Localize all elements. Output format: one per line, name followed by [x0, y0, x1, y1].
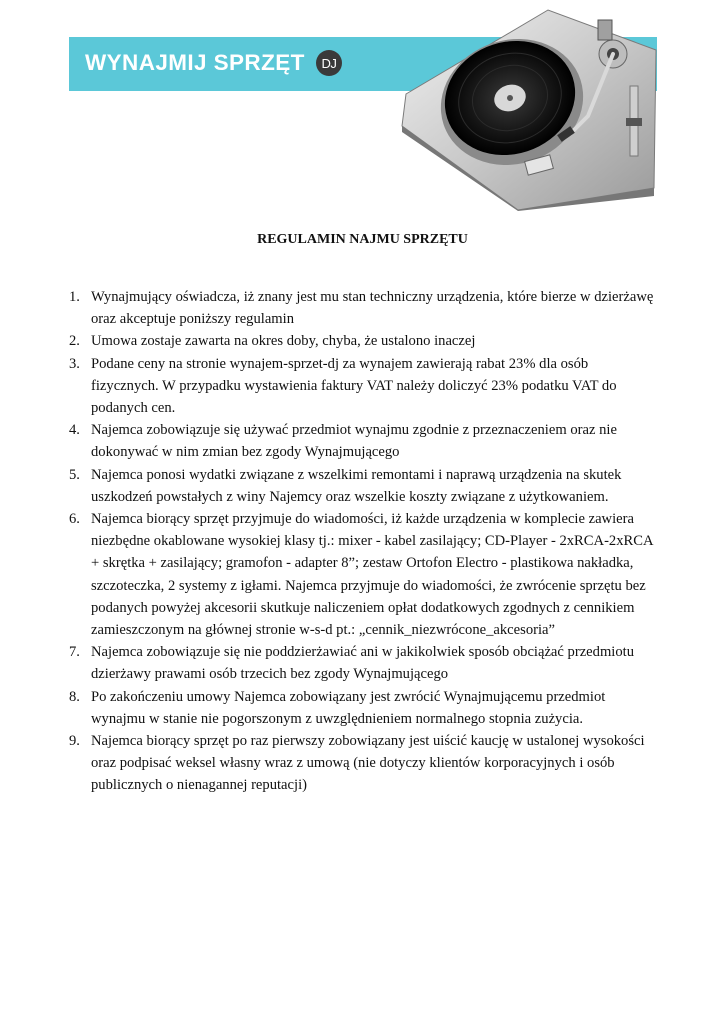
rule-number: 2. — [69, 333, 80, 350]
rule-text: Najemca biorący sprzęt po raz pierwszy zobowiązany jest uiścić kaucję w ustalonej wysokości oraz podpisać weksel własny wraz z umową (nie dotyczy klientów korporacyjnych i osób publicznych o nienagannej reputacji) — [91, 733, 645, 794]
rule-number: 4. — [69, 422, 80, 439]
rule-text: Najemca zobowiązuje się nie poddzierżawiać ani w jakikolwiek sposób obciążać przedmiotu dzierżawy prawami osób trzecich bez zgody Wynajmującego — [91, 644, 634, 683]
rule-number: 7. — [69, 644, 80, 661]
rule-number: 5. — [69, 466, 80, 483]
logo-badge: DJ — [316, 50, 342, 76]
rule-text: Umowa zostaje zawarta na okres doby, chyba, że ustalono inaczej — [91, 333, 476, 350]
rule-number: 1. — [69, 289, 80, 305]
rule-number: 9. — [69, 733, 80, 750]
rules-list — [69, 286, 659, 797]
rule-text: Podane ceny na stronie wynajem-sprzet-dj za wynajem zawierają rabat 23% dla osób fizycznych. W przypadku wystawienia faktury VAT należy doliczyć 23% podatku VAT do podanych cen. — [91, 355, 617, 417]
document-title: REGULAMIN NAJMU SPRZĘTU — [257, 232, 468, 247]
rule-item — [69, 353, 659, 420]
rule-text: Najemca zobowiązuje się używać przedmiot wynajmu zgodnie z przeznaczeniem oraz nie dokonywać w nim zmian bez zgody Wynajmującego — [91, 422, 617, 461]
rule-text: Po zakończeniu umowy Najemca zobowiązany jest zwrócić Wynajmującemu przedmiot wynajmu w stanie nie pogorszonym z uwzględnieniem normalnego stopnia zużycia. — [91, 688, 606, 727]
rule-item — [69, 419, 659, 463]
rule-item — [69, 286, 659, 330]
rule-item — [69, 686, 659, 730]
rule-number: 8. — [69, 688, 80, 705]
rule-number: 6. — [69, 511, 80, 528]
rule-item — [69, 464, 659, 508]
rule-item — [69, 641, 659, 685]
rule-item — [69, 330, 659, 352]
rule-text: Wynajmujący oświadcza, iż znany jest mu stan techniczny urządzenia, które bierze w dzierżawę oraz akceptuje poniższy regulamin — [91, 289, 654, 328]
rule-item — [69, 730, 659, 797]
rule-item — [69, 508, 659, 641]
rule-text: Najemca ponosi wydatki związane z wszelkimi remontami i naprawą urządzenia na skutek uszkodzeń powstałych z winy Najemcy oraz wszelkie koszty związane z użytkowaniem. — [91, 466, 622, 505]
logo-text: WYNAJMIJ SPRZĘT — [85, 50, 305, 75]
rule-text: Najemca biorący sprzęt przyjmuje do wiadomości, iż każde urządzenia w komplecie zawiera niezbędne okablowane wysokiej klasy tj.: mixer - kabel zasilający; CD-Player - 2xRCA-2xRCA + skrętka + zasilający; gramofon - adapter 8”; zestaw Ortofon Electro - plastikowa nakładka, szczoteczka, 2 systemy z igłami. Najemca przyjmuje do wiadomości, że zwrócenie sprzętu bez podanych powyżej akcesorii skutkuje naliczeniem opłat dodatkowych zgodnych z cennikiem zamieszczonym na głównej stronie w-s-d pt.: „cennik_niezwrócone_akcesoria” — [91, 511, 653, 639]
turntable-image — [398, 6, 660, 211]
rule-number: 3. — [69, 355, 80, 372]
